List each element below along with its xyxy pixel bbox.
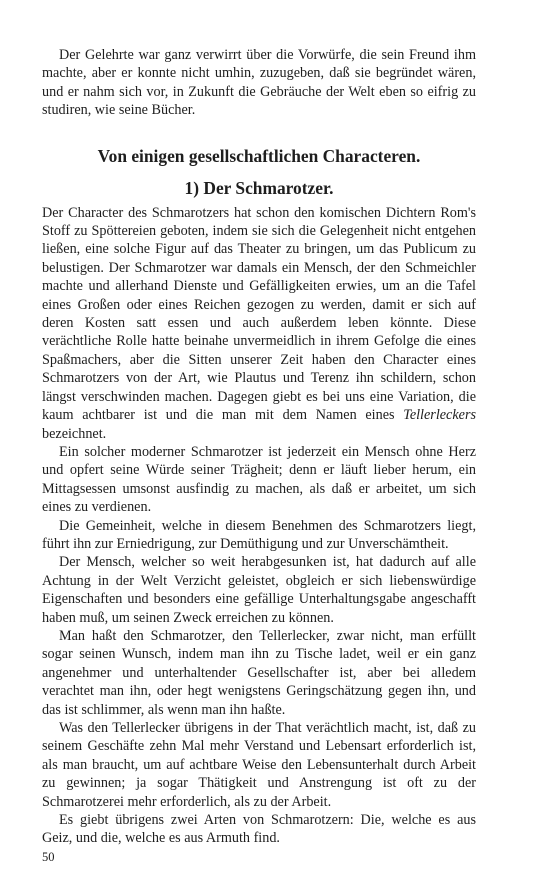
paragraph-4: Der Mensch, welcher so weit herabgesunken ist, hat dadurch auf alle Achtung in der Welt Verzicht geleistet, obgleich er sich liebenswürdige Eigenschaften und besonders eine gefällige Unterhaltungsgabe angeschafft haben muß, um seinen Zweck erreichen zu können. (42, 554, 476, 626)
subsection-title: 1) Der Schmarotzer. (184, 177, 334, 198)
section-title: Von einigen gesellschaftlichen Characteren. (97, 145, 421, 166)
intro-paragraph: Der Gelehrte war ganz verwirrt über die Vorwürfe, die sein Freund ihm machte, aber er konnte nicht umhin, zuzugeben, daß sie begründet wären, und er nahm sich vor, in Zukunft die Gebräuche der Welt eben so eifrig zu studiren, wie seine Bücher. (42, 47, 476, 119)
paragraph-6: Was den Tellerlecker übrigens in der That verächtlich macht, ist, daß zu seinem Geschäfte zehn Mal mehr Verstand und Lebensart erforderlich ist, als man braucht, um auf achtbare Weise den Lebensunterhalt durch Arbeit zu gewinnen; ja sogar Thätigkeit und Anstrengung ist oft zu der Schmarotzerei mehr erforderlich, als zu der Arbeit. (42, 720, 476, 810)
paragraph-3: Die Gemeinheit, welche in diesem Benehmen des Schmarotzers liegt, führt ihn zur Erniedrigung, zur Demüthigung und zur Unverschämtheit. (42, 517, 476, 552)
paragraph-7: Es giebt übrigens zwei Arten von Schmarotzern: Die, welche es aus Geiz, und die, welche es aus Armuth find. (42, 812, 476, 847)
paragraph-1-text-a: Der Character des Schmarotzers hat schon den komischen Dichtern Rom's Stoff zu Spöttereien geboten, indem sie sich die Gelegenheit nicht entgehen ließen, eine solche Figur auf das Theater zu bringen, um das Publicum zu belustigen. Der Schmarotzer war damals ein Mensch, der den Schmeichler machte und allerhand Dienste und Gefälligkeiten erwies, um an die Tafel eines Großen oder eines Reichen gezogen zu werden, damit er sich auf deren Kosten satt essen und auch außerdem leben könnte. Diese verächtliche Rolle hatte beinahe unvermeidlich in ihrem Gefolge die eines Spaßmachers, aber die Sitten unserer Zeit haben den Character eines Schmarotzers von der Art, wie Plautus und Terenz ihn schildern, schon längst verschwinden machen. Dagegen giebt es bei uns eine Variation, die kaum achtbarer ist und die man mit dem Namen eines (42, 204, 476, 424)
page-body (42, 46, 476, 848)
paragraph-5: Man haßt den Schmarotzer, den Tellerlecker, zwar nicht, man erfüllt sogar seinen Wunsch, indem man ihn zu Tische ladet, weil er ein ganz angenehmer und unterhaltender Gesellschafter ist, aber bei alledem verachtet man ihn, oder hegt wenigstens Geringschätzung gegen ihn, und das ist schlimmer, als wenn man ihn haßte. (42, 627, 476, 718)
page-number: 50 (42, 850, 55, 864)
paragraph-1-italic-term: Tellerleckers (403, 407, 476, 424)
paragraph-1 (42, 204, 476, 443)
paragraph-2: Ein solcher moderner Schmarotzer ist jederzeit ein Mensch ohne Herz und opfert seine Würde seiner Trägheit; denn er läuft lieber herum, ein Mittagsessen umsonst ausfindig zu machen, als daß er arbeitet, um sich eines zu verdienen. (42, 443, 476, 516)
paragraph-1-text-b: bezeichnet. (42, 425, 107, 442)
